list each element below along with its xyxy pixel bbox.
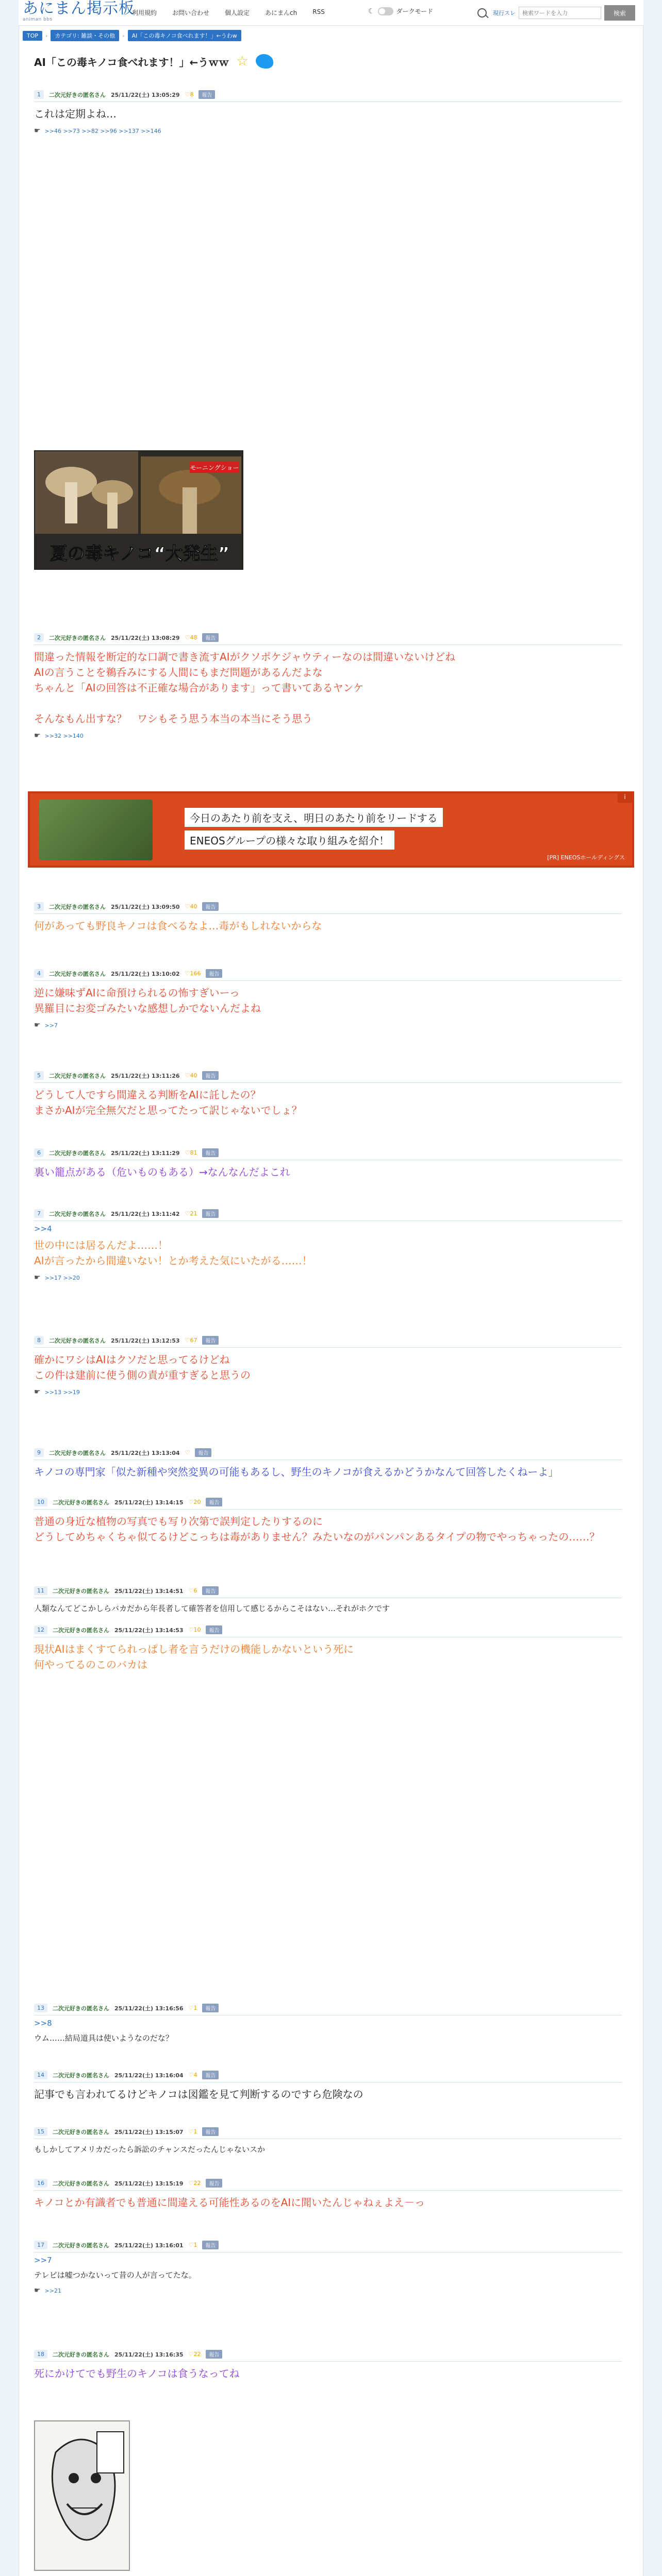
post-header bbox=[34, 969, 622, 981]
poster-name: 二次元好きの匿名さん bbox=[53, 2072, 109, 2079]
good-count-value: 40 bbox=[190, 1072, 197, 1079]
report-button[interactable]: 報告 bbox=[202, 902, 219, 911]
post-date: 25/11/22(土) 13:11:29 bbox=[111, 1149, 180, 1157]
poster-name: 二次元好きの匿名さん bbox=[53, 2005, 109, 2012]
post-header bbox=[34, 633, 622, 645]
post-header bbox=[34, 2127, 622, 2139]
top-nav bbox=[132, 8, 340, 17]
report-button[interactable]: 報告 bbox=[202, 2004, 219, 2012]
poster-name: 二次元好きの匿名さん bbox=[53, 2180, 109, 2187]
breadcrumb: TOP › カテゴリ: 雑談・その他 › AI「この毒キノコ食べれます！」←うわw bbox=[23, 30, 241, 41]
reply-icon: ☛ bbox=[34, 1274, 41, 1282]
page-title: AI「この毒キノコ食べれます！」←うｗｗ bbox=[34, 56, 229, 69]
ad-text-line2: ENEOSグループの様々な取り組みを紹介！ bbox=[185, 831, 394, 850]
good-count-value: 6 bbox=[193, 1587, 197, 1594]
report-button[interactable]: 報告 bbox=[202, 1148, 219, 1157]
reply-anchor[interactable]: >>8 bbox=[34, 2019, 52, 2028]
post-header bbox=[34, 1625, 622, 1637]
good-count[interactable]: ♡48 bbox=[185, 634, 197, 641]
reply-links bbox=[34, 1274, 622, 1282]
report-button[interactable]: 報告 bbox=[206, 1625, 222, 1634]
report-button[interactable]: 報告 bbox=[195, 1448, 211, 1457]
thread-title-row bbox=[34, 54, 273, 69]
post-date: 25/11/22(土) 13:16:35 bbox=[114, 2351, 184, 2358]
poster-name: 二次元好きの匿名さん bbox=[53, 2128, 109, 2136]
ad-source: [PR] ENEOSホールディングス bbox=[547, 854, 625, 861]
post bbox=[34, 1625, 622, 1672]
post-number[interactable]: 13 bbox=[34, 2004, 47, 2012]
post-header bbox=[34, 2240, 622, 2252]
poster-name: 二次元好きの匿名さん bbox=[53, 2242, 109, 2249]
post-number[interactable]: 17 bbox=[34, 2241, 47, 2249]
good-count-value: 8 bbox=[190, 91, 194, 98]
post bbox=[34, 2070, 622, 2102]
post-body: 間違った情報を断定的な口調で書き流すAIがクソポケジャウティーなのは間違いないけどね AIの言うことを鵜呑みにする人間にもまだ問題があるんだよな ちゃんと「AIの回答は不正確な場合があります」って書いてあるヤンケ そんなもん出すな？ ワシもそう思う本当の本当にそう思う bbox=[34, 651, 456, 725]
post-body: 普通の身近な植物の写真でも写り次第で誤判定したりするのに どうしてめちゃくちゃ似てるけどこっちは毒がありません？みたいなのがパンパンあるタイプの物でやっちゃったの……？ bbox=[34, 1515, 600, 1543]
post-body: どうして人ですら間違える判断をAIに託したの？ まさかAIが完全無欠だと思ってたって訳じゃないでしょ？ bbox=[34, 1089, 302, 1116]
toggle-switch[interactable] bbox=[378, 7, 393, 15]
good-count-value: 21 bbox=[190, 1210, 197, 1217]
post bbox=[34, 969, 622, 1029]
report-button[interactable]: 報告 bbox=[202, 633, 219, 642]
good-count-value: 1 bbox=[193, 2128, 197, 2135]
good-count-value: 1 bbox=[193, 2242, 197, 2248]
post-body: キノコとか有識者でも普通に間違える可能性あるのをAIに聞いたんじゃねぇよえ－っ bbox=[34, 2196, 425, 2209]
poster-name: 二次元好きの匿名さん bbox=[49, 1337, 106, 1344]
site-header bbox=[19, 0, 643, 26]
post-header bbox=[34, 1148, 622, 1160]
post-date: 25/11/22(土) 13:14:51 bbox=[114, 1587, 184, 1595]
post-body: ウム……結局道具は使いようなのだな？ bbox=[34, 2033, 173, 2043]
post-date: 25/11/22(土) 13:15:07 bbox=[114, 2128, 184, 2136]
nav-animanch[interactable]: あにまんch bbox=[265, 9, 297, 16]
post-number[interactable]: 6 bbox=[34, 1148, 44, 1157]
post-date: 25/11/22(土) 13:12:53 bbox=[111, 1337, 180, 1344]
good-count[interactable]: ♡22 bbox=[188, 2180, 201, 2187]
poster-name: 二次元好きの匿名さん bbox=[53, 1499, 109, 1506]
good-count[interactable]: ♡67 bbox=[185, 1337, 197, 1344]
good-count-value: 22 bbox=[193, 2180, 201, 2187]
good-count[interactable]: ♡8 bbox=[185, 91, 194, 98]
breadcrumb-top[interactable]: TOP bbox=[23, 31, 42, 41]
report-button[interactable]: 報告 bbox=[202, 1586, 219, 1595]
post-date: 25/11/22(土) 13:14:15 bbox=[114, 1499, 184, 1506]
post-date: 25/11/22(土) 13:08:29 bbox=[111, 634, 180, 641]
post-body: 死にかけてでも野生のキノコは食うなってね bbox=[34, 2367, 240, 2380]
post-number[interactable]: 7 bbox=[34, 1209, 44, 1218]
reply-link-list[interactable]: >>32 >>140 bbox=[44, 732, 84, 739]
good-count-value: 4 bbox=[193, 2072, 197, 2078]
post bbox=[34, 2127, 622, 2156]
post-date: 25/11/22(土) 13:11:42 bbox=[111, 1210, 180, 1217]
good-count[interactable]: ♡81 bbox=[185, 1149, 197, 1156]
post-number[interactable]: 4 bbox=[34, 969, 44, 978]
post bbox=[34, 2240, 622, 2295]
reply-links bbox=[34, 2286, 622, 2295]
reply-links bbox=[34, 1021, 622, 1029]
search-button[interactable]: 検索 bbox=[604, 5, 635, 21]
dark-mode-toggle[interactable]: ☾ ダークモード bbox=[368, 7, 434, 15]
good-count-value: 81 bbox=[190, 1149, 197, 1156]
post-header bbox=[34, 1448, 622, 1460]
post-number[interactable]: 5 bbox=[34, 1071, 44, 1080]
post-date: 25/11/22(土) 13:13:04 bbox=[111, 1449, 180, 1456]
post-date: 25/11/22(土) 13:10:02 bbox=[111, 970, 180, 977]
post-header bbox=[34, 1497, 622, 1510]
post-number[interactable]: 8 bbox=[34, 1336, 44, 1345]
post-number[interactable]: 14 bbox=[34, 2071, 47, 2079]
post-body: これは定期よね… bbox=[34, 108, 117, 120]
post-header bbox=[34, 2003, 622, 2015]
post bbox=[34, 2003, 622, 2044]
post-body: テレビは嘘つかないって昔の人が言ってたな。 bbox=[34, 2270, 196, 2280]
good-count[interactable]: ♡166 bbox=[185, 970, 201, 977]
search-scope-select[interactable]: 現行スレ bbox=[493, 10, 516, 16]
post-body: 確かにワシはAIはクソだと思ってるけどね この件は建前に使う側の責が重すぎると思うの bbox=[34, 1353, 251, 1381]
post-body: 何があっても野良キノコは食べるなよ…毒がもしれないからな bbox=[34, 920, 322, 932]
post-body: もしかしてアメリカだったら訴訟のチャンスだったんじゃないスか bbox=[34, 2145, 266, 2154]
report-button[interactable]: 報告 bbox=[202, 2127, 219, 2136]
search-icon bbox=[477, 8, 487, 18]
post-number[interactable]: 18 bbox=[34, 2350, 47, 2359]
post-date: 25/11/22(土) 13:11:26 bbox=[111, 1072, 180, 1079]
good-count[interactable]: ♡1 bbox=[188, 2005, 197, 2011]
reply-links bbox=[34, 127, 622, 135]
post bbox=[34, 1586, 622, 1615]
poster-name: 二次元好きの匿名さん bbox=[49, 634, 106, 641]
twitter-share-icon[interactable] bbox=[256, 54, 273, 69]
post bbox=[34, 1448, 622, 1480]
report-button[interactable]: 報告 bbox=[206, 2350, 222, 2359]
post-body: 逆に嫌味ずAIに命預けられるの怖すぎいーっ 異羅目にお変ゴみたいな感想しかでないんだよね bbox=[34, 987, 261, 1014]
post bbox=[34, 1071, 622, 1118]
reply-icon: ☛ bbox=[34, 1021, 41, 1029]
good-count[interactable]: ♡1 bbox=[188, 2242, 197, 2248]
search-input[interactable] bbox=[519, 7, 601, 19]
report-button[interactable]: 報告 bbox=[206, 969, 222, 978]
ad-info-icon[interactable]: i bbox=[618, 791, 632, 803]
reply-link-list[interactable]: >>13 >>19 bbox=[44, 1388, 80, 1396]
report-button[interactable]: 報告 bbox=[206, 1498, 222, 1506]
poster-name: 二次元好きの匿名さん bbox=[49, 1210, 106, 1217]
good-count[interactable]: ♡ bbox=[185, 1449, 190, 1456]
post-number[interactable]: 1 bbox=[34, 90, 44, 99]
good-count[interactable]: ♡21 bbox=[185, 1210, 197, 1217]
post-date: 25/11/22(土) 13:16:56 bbox=[114, 2005, 184, 2012]
good-count[interactable]: ♡10 bbox=[188, 1626, 201, 1633]
poster-name: 二次元好きの匿名さん bbox=[49, 1449, 106, 1456]
good-count[interactable]: ♡22 bbox=[188, 2351, 201, 2358]
svg-text:夏の毒キノコ“大発生”: 夏の毒キノコ“大発生” bbox=[49, 544, 230, 564]
reply-anchor[interactable]: >>4 bbox=[34, 1224, 52, 1233]
post-body: 記事でも言われてるけどキノコは図鑑を見て判断するのですら危険なの bbox=[34, 2088, 363, 2100]
good-count-value: 67 bbox=[190, 1337, 197, 1344]
svg-text:モーニングショー: モーニングショー bbox=[190, 464, 239, 471]
report-button[interactable]: 報告 bbox=[206, 2179, 222, 2188]
post-date: 25/11/22(土) 13:05:29 bbox=[111, 91, 180, 98]
post-date: 25/11/22(土) 13:14:53 bbox=[114, 1626, 184, 1634]
post bbox=[34, 1335, 622, 1396]
post-body: キノコの専門家「似た新種や突然変異の可能もあるし、野生のキノコが食えるかどうかなんて回答したくねーよ」 bbox=[34, 1466, 559, 1478]
good-count[interactable]: ♡6 bbox=[188, 1587, 197, 1594]
post-header bbox=[34, 1335, 622, 1348]
post-number[interactable]: 9 bbox=[34, 1448, 44, 1457]
poster-name: 二次元好きの匿名さん bbox=[53, 1626, 109, 1634]
report-button[interactable]: 報告 bbox=[202, 1336, 219, 1345]
ad-image bbox=[39, 800, 153, 860]
post-header bbox=[34, 1209, 622, 1221]
moon-icon: ☾ bbox=[368, 7, 375, 15]
post-header bbox=[34, 1071, 622, 1083]
good-count[interactable]: ♡1 bbox=[188, 2128, 197, 2135]
report-button[interactable]: 報告 bbox=[202, 2241, 219, 2249]
reply-icon: ☛ bbox=[34, 1388, 41, 1396]
poster-name: 二次元好きの匿名さん bbox=[53, 1587, 109, 1595]
good-count-value: 10 bbox=[193, 1626, 201, 1633]
good-count-value: 20 bbox=[193, 1499, 201, 1505]
breadcrumb-thread[interactable]: AI「この毒キノコ食べれます！」←うわw bbox=[128, 30, 241, 41]
post-number[interactable]: 2 bbox=[34, 633, 44, 642]
reply-links bbox=[34, 732, 622, 740]
poster-name: 二次元好きの匿名さん bbox=[49, 91, 106, 98]
post-date: 25/11/22(土) 13:16:04 bbox=[114, 2072, 184, 2079]
post-header bbox=[34, 902, 622, 914]
good-count-value: 40 bbox=[190, 903, 197, 910]
report-button[interactable]: 報告 bbox=[198, 90, 215, 99]
post bbox=[34, 2178, 622, 2210]
post-number[interactable]: 11 bbox=[34, 1586, 47, 1595]
post-number[interactable]: 15 bbox=[34, 2127, 47, 2136]
post-date: 25/11/22(土) 13:09:50 bbox=[111, 903, 180, 910]
good-count-value: 48 bbox=[190, 634, 197, 641]
post bbox=[34, 2349, 622, 2381]
post-number[interactable]: 12 bbox=[34, 1625, 47, 1634]
post bbox=[34, 633, 622, 740]
favorite-star-icon[interactable]: ☆ bbox=[236, 54, 249, 69]
poster-name: 二次元好きの匿名さん bbox=[49, 1149, 106, 1157]
reply-icon: ☛ bbox=[34, 2286, 41, 2295]
post-header bbox=[34, 90, 622, 102]
post bbox=[34, 1209, 622, 1282]
reply-link-list[interactable]: >>21 bbox=[44, 2287, 61, 2294]
breadcrumb-category[interactable]: カテゴリ: 雑談・その他 bbox=[51, 30, 119, 41]
good-count-value: 1 bbox=[193, 2005, 197, 2011]
nav-contact[interactable]: お問い合わせ bbox=[172, 9, 210, 16]
good-count-value: 166 bbox=[190, 970, 201, 977]
article-image[interactable] bbox=[34, 450, 243, 570]
post bbox=[34, 902, 622, 934]
ad-text-line1: 今日のあたり前を支え、明日のあたり前をリードする bbox=[185, 808, 443, 827]
post-body: 人類なんてどこかしらバカだから年長者して確答者を信用して感じるからこそはない…それがホクです bbox=[34, 1604, 390, 1613]
advertisement-banner[interactable] bbox=[28, 791, 634, 868]
post-date: 25/11/22(土) 13:15:19 bbox=[114, 2180, 184, 2187]
reply-anchor[interactable]: >>7 bbox=[34, 2256, 52, 2265]
post-body: 世の中には居るんだよ……！ AIが言ったから間違いない！とか考えた気にいたがる……！ bbox=[34, 1239, 312, 1267]
reply-link-list[interactable]: >>46 >>73 >>82 >>96 >>137 >>146 bbox=[44, 127, 161, 134]
post-body: 裏い籠点がある（危いものもある）→なんなんだよこれ bbox=[34, 1166, 290, 1178]
good-count[interactable]: ♡40 bbox=[185, 903, 197, 910]
post bbox=[34, 1148, 622, 1180]
post bbox=[34, 90, 622, 135]
good-count-value: 22 bbox=[193, 2351, 201, 2358]
post-body: 現状AIはまくすてられっぱし者を言うだけの機能しかないという死に 何やってるのこのバカは bbox=[34, 1643, 354, 1671]
nav-terms[interactable]: 利用規約 bbox=[132, 9, 157, 16]
nav-settings[interactable]: 個人設定 bbox=[225, 9, 250, 16]
reply-icon: ☛ bbox=[34, 732, 41, 740]
post-date: 25/11/22(土) 13:16:01 bbox=[114, 2242, 184, 2249]
post-number[interactable]: 16 bbox=[34, 2179, 47, 2188]
search-bar bbox=[477, 5, 635, 21]
good-count[interactable]: ♡40 bbox=[185, 1072, 197, 1079]
post-number[interactable]: 10 bbox=[34, 1498, 47, 1506]
post-18-image[interactable] bbox=[34, 2420, 130, 2571]
post-number[interactable]: 3 bbox=[34, 902, 44, 911]
reply-link-list[interactable]: >>17 >>20 bbox=[44, 1274, 80, 1281]
poster-name: 二次元好きの匿名さん bbox=[49, 1072, 106, 1079]
post-header bbox=[34, 2070, 622, 2082]
poster-name: 二次元好きの匿名さん bbox=[53, 2351, 109, 2358]
poster-name: 二次元好きの匿名さん bbox=[49, 903, 106, 910]
report-button[interactable]: 報告 bbox=[202, 2071, 219, 2079]
poster-name: 二次元好きの匿名さん bbox=[49, 970, 106, 977]
nav-rss[interactable]: RSS bbox=[312, 8, 325, 15]
report-button[interactable]: 報告 bbox=[202, 1071, 219, 1080]
post-header bbox=[34, 2349, 622, 2362]
reply-icon: ☛ bbox=[34, 127, 41, 135]
reply-link-list[interactable]: >>7 bbox=[44, 1022, 58, 1029]
reply-links bbox=[34, 1388, 622, 1396]
site-logo[interactable]: あにまん掲示板 animan bbs bbox=[23, 0, 135, 22]
good-count[interactable]: ♡4 bbox=[188, 2072, 197, 2078]
post bbox=[34, 1497, 622, 1545]
post-header bbox=[34, 1586, 622, 1598]
post-header bbox=[34, 2178, 622, 2191]
report-button[interactable]: 報告 bbox=[202, 1209, 219, 1218]
good-count[interactable]: ♡20 bbox=[188, 1499, 201, 1505]
